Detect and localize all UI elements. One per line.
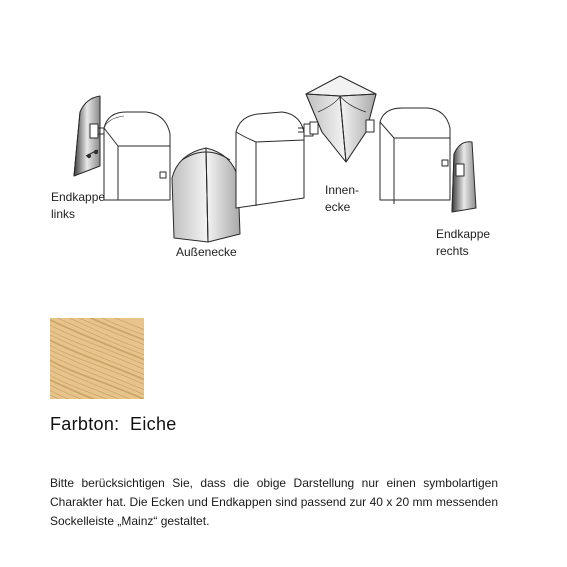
disclaimer-text: Bitte berücksichtigen Sie, dass die obige Darstellung nur einen symbolartigen Charakter hat. Die Ecken und Endkappen sind passend zur 40 x 20 mm messenden Sockelleiste „Mainz“ gestaltet. <box>50 476 498 528</box>
end-cap-left-part <box>74 96 104 176</box>
label-end-cap-left <box>51 189 105 223</box>
inner-corner-part <box>306 76 376 162</box>
label-inner-corner-line1: Innen- <box>325 183 360 197</box>
label-end-cap-left-line1: Endkappe <box>51 190 106 204</box>
label-inner-corner <box>325 182 359 216</box>
label-end-cap-right <box>436 226 490 260</box>
label-outer-corner <box>176 244 237 261</box>
outer-corner-part <box>172 148 244 242</box>
color-title: Farbton: Eiche <box>50 414 177 434</box>
disclaimer-note <box>50 474 498 531</box>
profile-piece-2 <box>236 112 313 208</box>
oak-color-swatch <box>50 318 144 399</box>
label-end-cap-left-line2: links <box>51 207 76 221</box>
label-outer-corner-text: Außenecke <box>176 245 237 259</box>
profile-piece-3 <box>380 108 450 204</box>
profile-piece-1 <box>104 112 170 200</box>
label-end-cap-right-line2: rechts <box>436 244 469 258</box>
label-inner-corner-line2: ecke <box>325 200 351 214</box>
label-end-cap-right-line1: Endkappe <box>436 227 491 241</box>
end-cap-right-part <box>452 142 476 212</box>
